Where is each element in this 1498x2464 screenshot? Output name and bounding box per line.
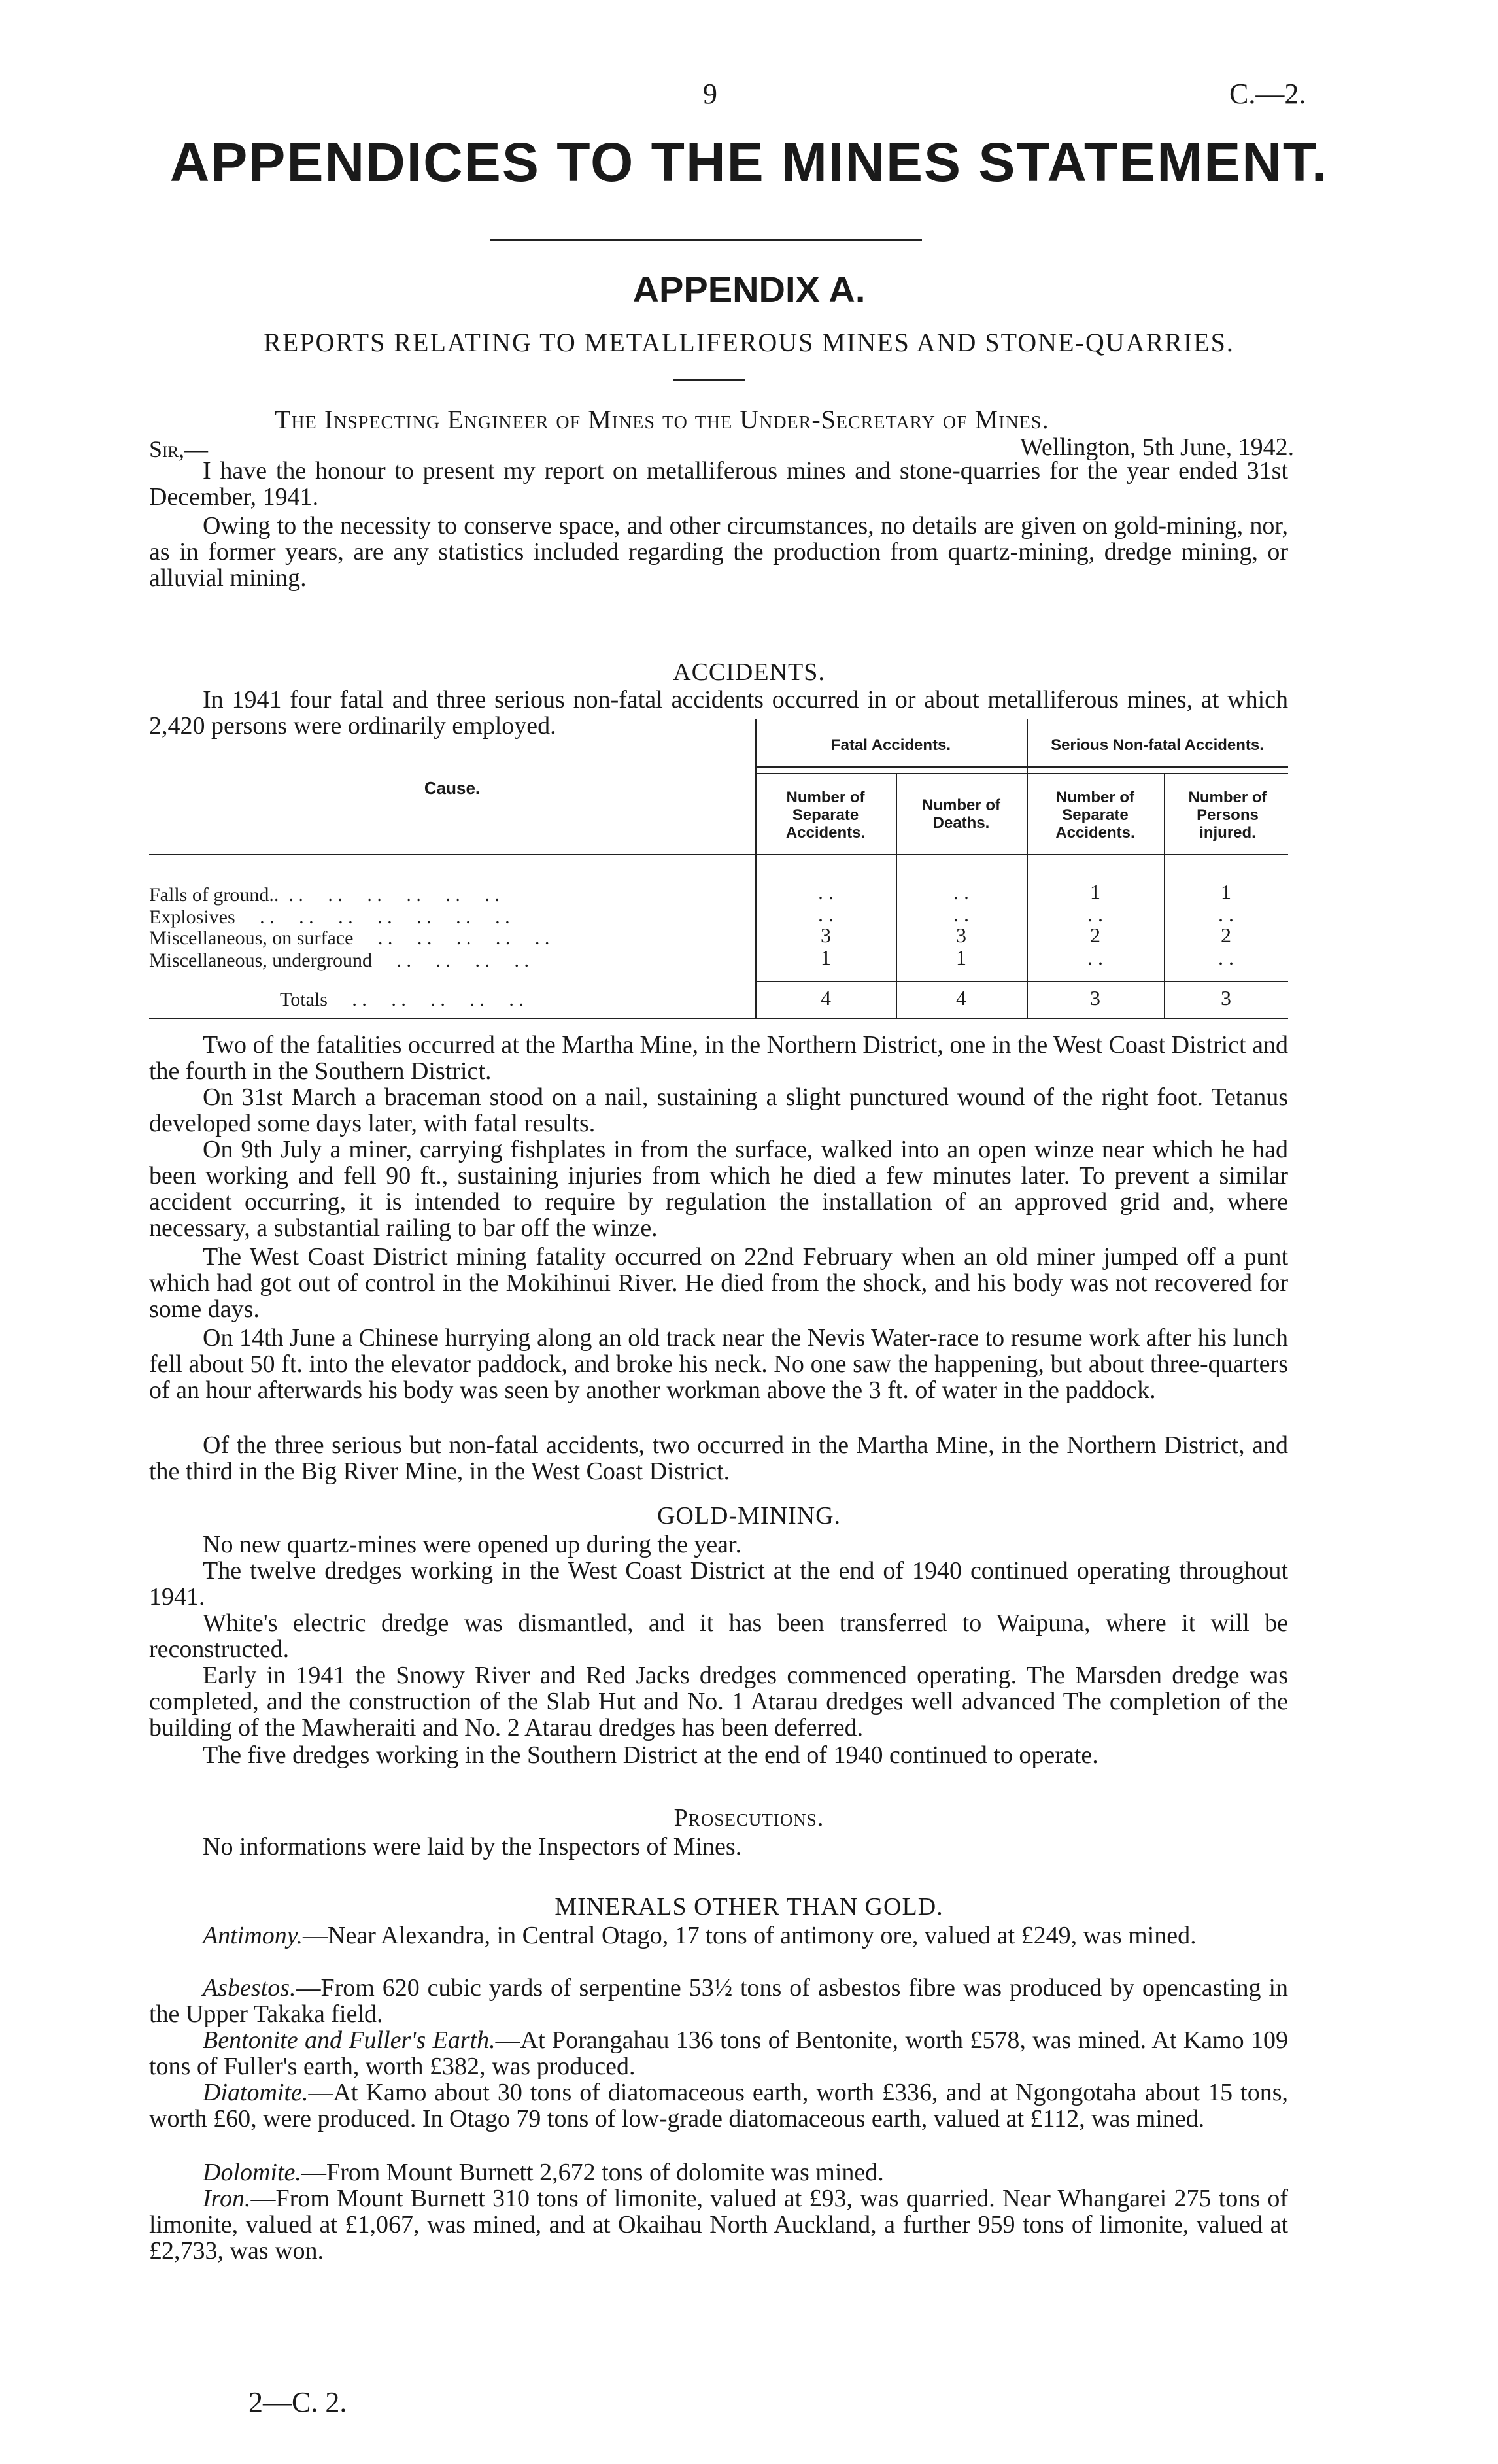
table-divider-3 xyxy=(1027,719,1028,1018)
mineral-item xyxy=(149,2159,1288,2185)
table-cell: . . xyxy=(818,902,834,926)
table-cell: . . xyxy=(1218,946,1234,969)
accidents-paragraph-1: Two of the fatalities occurred at the Martha Mine, in the Northern District, one in the West Coast District and the fourth in the Southern District. xyxy=(149,1031,1288,1085)
mineral-item xyxy=(149,2079,1288,2132)
main-title: APPENDICES TO THE MINES STATEMENT. xyxy=(169,131,1329,193)
minerals-heading: MINERALS OTHER THAN GOLD. xyxy=(554,1893,944,1921)
mineral-name: Diatomite. xyxy=(203,2079,309,2106)
dateline: Wellington, 5th June, 1942. xyxy=(1020,434,1295,461)
column-header-deaths: Number of Deaths. xyxy=(922,796,1000,832)
appendix-title: APPENDIX A. xyxy=(632,269,866,310)
table-row-label: Falls of ground.. . . . . . . . . . . . . xyxy=(149,884,500,906)
table-rule-totals-top xyxy=(755,981,1288,982)
document-reference: C.—2. xyxy=(1229,78,1306,110)
mineral-text: —From 620 cubic yards of serpentine 53½ tons of asbestos fibre was produced by opencasting in the Upper Takaka field. xyxy=(149,1974,1288,2028)
letter-address: The Inspecting Engineer of Mines to the Under-Secretary of Mines. xyxy=(275,405,1049,434)
mineral-name: Antimony. xyxy=(203,1922,303,1949)
table-cell: . . xyxy=(953,902,969,926)
serious-accidents-header: Serious Non-fatal Accidents. xyxy=(1051,736,1264,754)
table-cell: 2 xyxy=(1221,923,1231,947)
mineral-text: —From Mount Burnett 310 tons of limonite, valued at £93, was quarried. Near Whangarei 275 tons of limonite, valued at £1,067, was mined, and at Okaihau North Auckland, a further 959 tons of limonite, valued at £2,733, was won. xyxy=(149,2185,1288,2265)
prosecutions-heading: Prosecutions. xyxy=(673,1804,825,1832)
salutation: Sir,— xyxy=(149,436,209,462)
totals-cell: 3 xyxy=(1221,986,1231,1010)
gold-paragraph-4: Early in 1941 the Snowy River and Red Jacks dredges commenced operating. The Marsden dredge was completed, and the construction of the Slab Hut and No. 1 Atarau dredges well advanced The completion of the building of the Mawheraiti and No. 2 Atarau dredges has been deferred. xyxy=(149,1662,1288,1741)
gold-paragraph-2: The twelve dredges working in the West Coast District at the end of 1940 continued operating throughout 1941. xyxy=(149,1557,1288,1611)
mineral-item xyxy=(149,2027,1288,2079)
table-cell: 1 xyxy=(821,946,831,969)
column-header-separate-fatal: Number of Separate Accidents. xyxy=(785,789,866,842)
gold-paragraph-5: The five dredges working in the Southern District at the end of 1940 continued to operate. xyxy=(203,1741,1098,1769)
accidents-paragraph-2: On 31st March a braceman stood on a nail, sustaining a slight punctured wound of the right foot. Tetanus developed some days later, with fatal results. xyxy=(149,1084,1288,1137)
mineral-name: Iron. xyxy=(203,2185,251,2212)
gold-paragraph-1: No new quartz-mines were opened up during the year. xyxy=(203,1531,742,1558)
mineral-name: Dolomite. xyxy=(203,2159,301,2186)
table-cell: . . xyxy=(818,880,834,904)
table-divider-1 xyxy=(755,719,757,1018)
totals-label: Totals . . . . . . . . . . xyxy=(280,989,524,1010)
mineral-text: —At Kamo about 30 tons of diatomaceous earth, worth £336, and at Ngongotaha about 15 tons, worth £60, were produced. In Otago 79 tons of low-grade diatomaceous earth, valued at £112, was mined. xyxy=(149,2079,1288,2132)
table-cell: 2 xyxy=(1090,923,1100,947)
page-number: 9 xyxy=(703,78,717,110)
gold-paragraph-3: White's electric dredge was dismantled, and it has been transferred to Waipuna, where it will be reconstructed. xyxy=(149,1609,1288,1663)
cause-header: Cause. xyxy=(424,778,481,798)
table-cell: 3 xyxy=(956,923,966,947)
table-cell: . . xyxy=(1087,946,1103,969)
table-rule-header xyxy=(149,854,1288,855)
table-cell: 3 xyxy=(821,923,831,947)
fatal-accidents-header: Fatal Accidents. xyxy=(830,736,951,754)
mineral-item xyxy=(149,2185,1288,2264)
accidents-paragraph-6: Of the three serious but non-fatal accidents, two occurred in the Martha Mine, in the Northern District, and the third in the Big River Mine, in the West Coast District. xyxy=(149,1431,1288,1485)
table-cell: 1 xyxy=(1221,880,1231,904)
mineral-text: —Near Alexandra, in Central Otago, 17 tons of antimony ore, valued at £249, was mined. xyxy=(303,1922,1197,1949)
table-cell: . . xyxy=(1218,902,1234,926)
mineral-name: Asbestos. xyxy=(203,1974,296,2002)
gold-mining-heading: GOLD-MINING. xyxy=(656,1502,842,1530)
mineral-name: Bentonite and Fuller's Earth. xyxy=(203,2027,496,2054)
table-cell: . . xyxy=(1087,902,1103,926)
table-row-label: Miscellaneous, underground . . . . . . . . xyxy=(149,950,530,971)
mineral-item xyxy=(149,1923,1288,1949)
accidents-paragraph-4: The West Coast District mining fatality occurred on 22nd February when an old miner jumped off a punt which had got out of control in the Mokihinui River. He died from the shock, and his body was not recovered for some days. xyxy=(149,1243,1288,1323)
mineral-text: —At Porangahau 136 tons of Bentonite, worth £578, was mined. At Kamo 109 tons of Fuller's earth, worth £382, was produced. xyxy=(149,2027,1289,2080)
mineral-item xyxy=(149,1975,1288,2027)
table-row-label: Explosives . . . . . . . . . . . . . . xyxy=(149,906,510,928)
table-cell: . . xyxy=(953,880,969,904)
footer-signature-mark: 2—C. 2. xyxy=(248,2386,347,2418)
mineral-text: —From Mount Burnett 2,672 tons of dolomite was mined. xyxy=(301,2159,884,2186)
totals-cell: 4 xyxy=(956,986,966,1010)
accidents-heading: ACCIDENTS. xyxy=(673,659,825,686)
totals-cell: 4 xyxy=(821,986,831,1010)
table-rule-group-2 xyxy=(755,773,1288,774)
accidents-intro: In 1941 four fatal and three serious non-fatal accidents occurred in or about metalliferous mines, at which 2,420 persons were ordinarily employed. xyxy=(149,686,1288,740)
table-cell: 1 xyxy=(956,946,966,969)
prosecutions-paragraph: No informations were laid by the Inspectors of Mines. xyxy=(203,1833,742,1860)
accidents-paragraph-5: On 14th June a Chinese hurrying along an old track near the Nevis Water-race to resume work after his lunch fell about 50 ft. into the elevator paddock, and broke his neck. No one saw the happening, but about three-quarters of an hour afterwards his body was seen by another workman above the 3 ft. of water in the paddock. xyxy=(149,1324,1288,1404)
table-rule-group xyxy=(755,766,1288,768)
letter-paragraph-2: Owing to the necessity to conserve space, and other circumstances, no details are given on gold-mining, nor, as in former years, are any statistics included regarding the production from quartz-mining, dredge mining, or alluvial mining. xyxy=(149,512,1288,592)
letter-paragraph-1: I have the honour to present my report on metalliferous mines and stone-quarries for the year ended 31st December, 1941. xyxy=(149,457,1288,511)
title-divider xyxy=(490,239,922,241)
column-header-separate-serious: Number of Separate Accidents. xyxy=(1055,789,1135,842)
accidents-paragraph-3: On 9th July a miner, carrying fishplates in from the surface, walked into an open winze near which he had been working and fell 90 ft., sustaining injuries from which he died a few minutes later. To prevent a similar accident occurring, it is intended to require by regulation the installation of an approved grid and, where necessary, a substantial railing to bar off the winze. xyxy=(149,1136,1288,1242)
subtitle-divider xyxy=(673,379,745,381)
column-header-persons-injured: Number of Persons injured. xyxy=(1188,789,1267,842)
totals-cell: 3 xyxy=(1090,986,1100,1010)
table-rule-bottom xyxy=(149,1018,1288,1019)
table-cell: 1 xyxy=(1090,880,1100,904)
table-row-label: Miscellaneous, on surface . . . . . . . . . . xyxy=(149,927,550,949)
appendix-subtitle: REPORTS RELATING TO METALLIFEROUS MINES AND STONE-QUARRIES. xyxy=(264,328,1234,357)
